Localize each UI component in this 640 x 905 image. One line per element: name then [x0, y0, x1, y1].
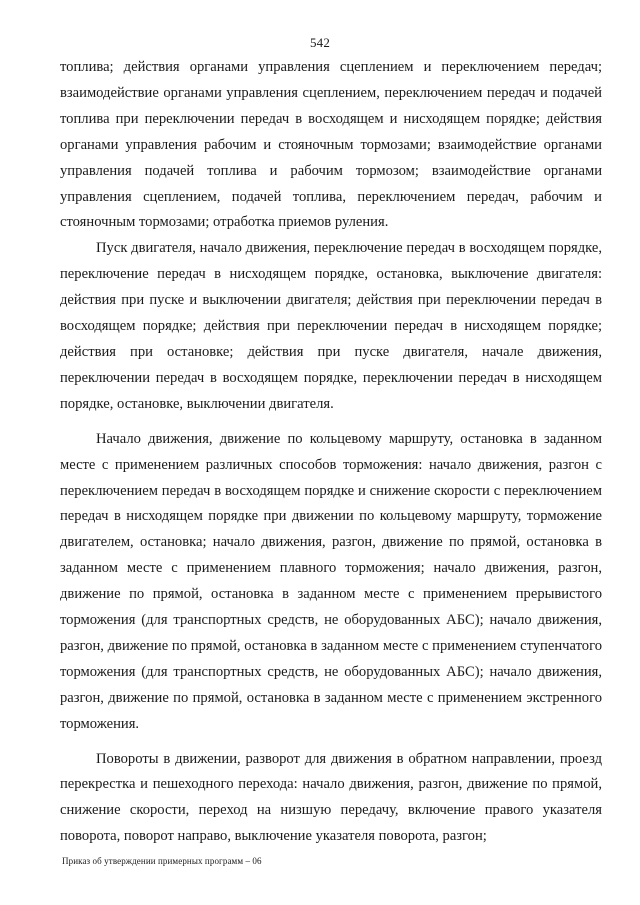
paragraph-circular-route: Начало движения, движение по кольцевому маршруту, остановка в заданном месте с применением различных способов торможения: начало движения, разгон с переключением передач в восходящем порядке и снижение скорости с переключением передач в нисходящем порядке при движении по кольцевому маршруту, торможение двигателем, остановка; начало движения, разгон, движение по прямой, остановка в заданном месте с применением плавного торможения; начало движения, разгон, движение по прямой, остановка в заданном месте с применением прерывистого торможения (для транспортных средств, не оборудованных АБС); начало движения, разгон, движение по прямой, остановка в заданном месте с применением ступенчатого торможения (для транспортных средств, не оборудованных АБС); начало движения, разгон, движение по прямой, остановка в заданном месте с применением экстренного торможения. — [60, 430, 602, 732]
paragraph-engine-start: Пуск двигателя, начало движения, переключение передач в восходящем порядке, переключение передач в нисходящем порядке, остановка, выключение двигателя: действия при пуске и выключении двигателя; действия при переключении передач в восходящем порядке; действия при переключении передач в нисходящем порядке; действия при остановке; действия при пуске двигателя, начале движения, переключении передач в восходящем порядке, переключении передач в нисходящем порядке, остановке, выключении двигателя. — [60, 240, 602, 412]
paragraph-continuation: топлива; действия органами управления сцеплением и переключением передач; взаимодействие органами управления сцеплением, переключением передач и подачей топлива при переключении передач в восходящем и нисходящем порядке; действия органами управления рабочим и стояночным тормозами; взаимодействие органами управления подачей топлива и рабочим тормозом; взаимодействие органами управления сцеплением, подачей топлива, переключением передач, рабочим и стояночным тормозами; отработка приемов руления. — [60, 59, 602, 231]
document-body — [60, 55, 602, 850]
page-number: 542 — [309, 35, 331, 50]
footer-note: Приказ об утверждении примерных программ – 06 — [62, 856, 262, 866]
paragraph-turns: Повороты в движении, разворот для движения в обратном направлении, проезд перекрестка и пешеходного перехода: начало движения, разгон, движение по прямой, снижение скорости, переход на низшую передачу, включение правого указателя поворота, поворот направо, выключение указателя поворота, разгон; — [60, 750, 602, 845]
